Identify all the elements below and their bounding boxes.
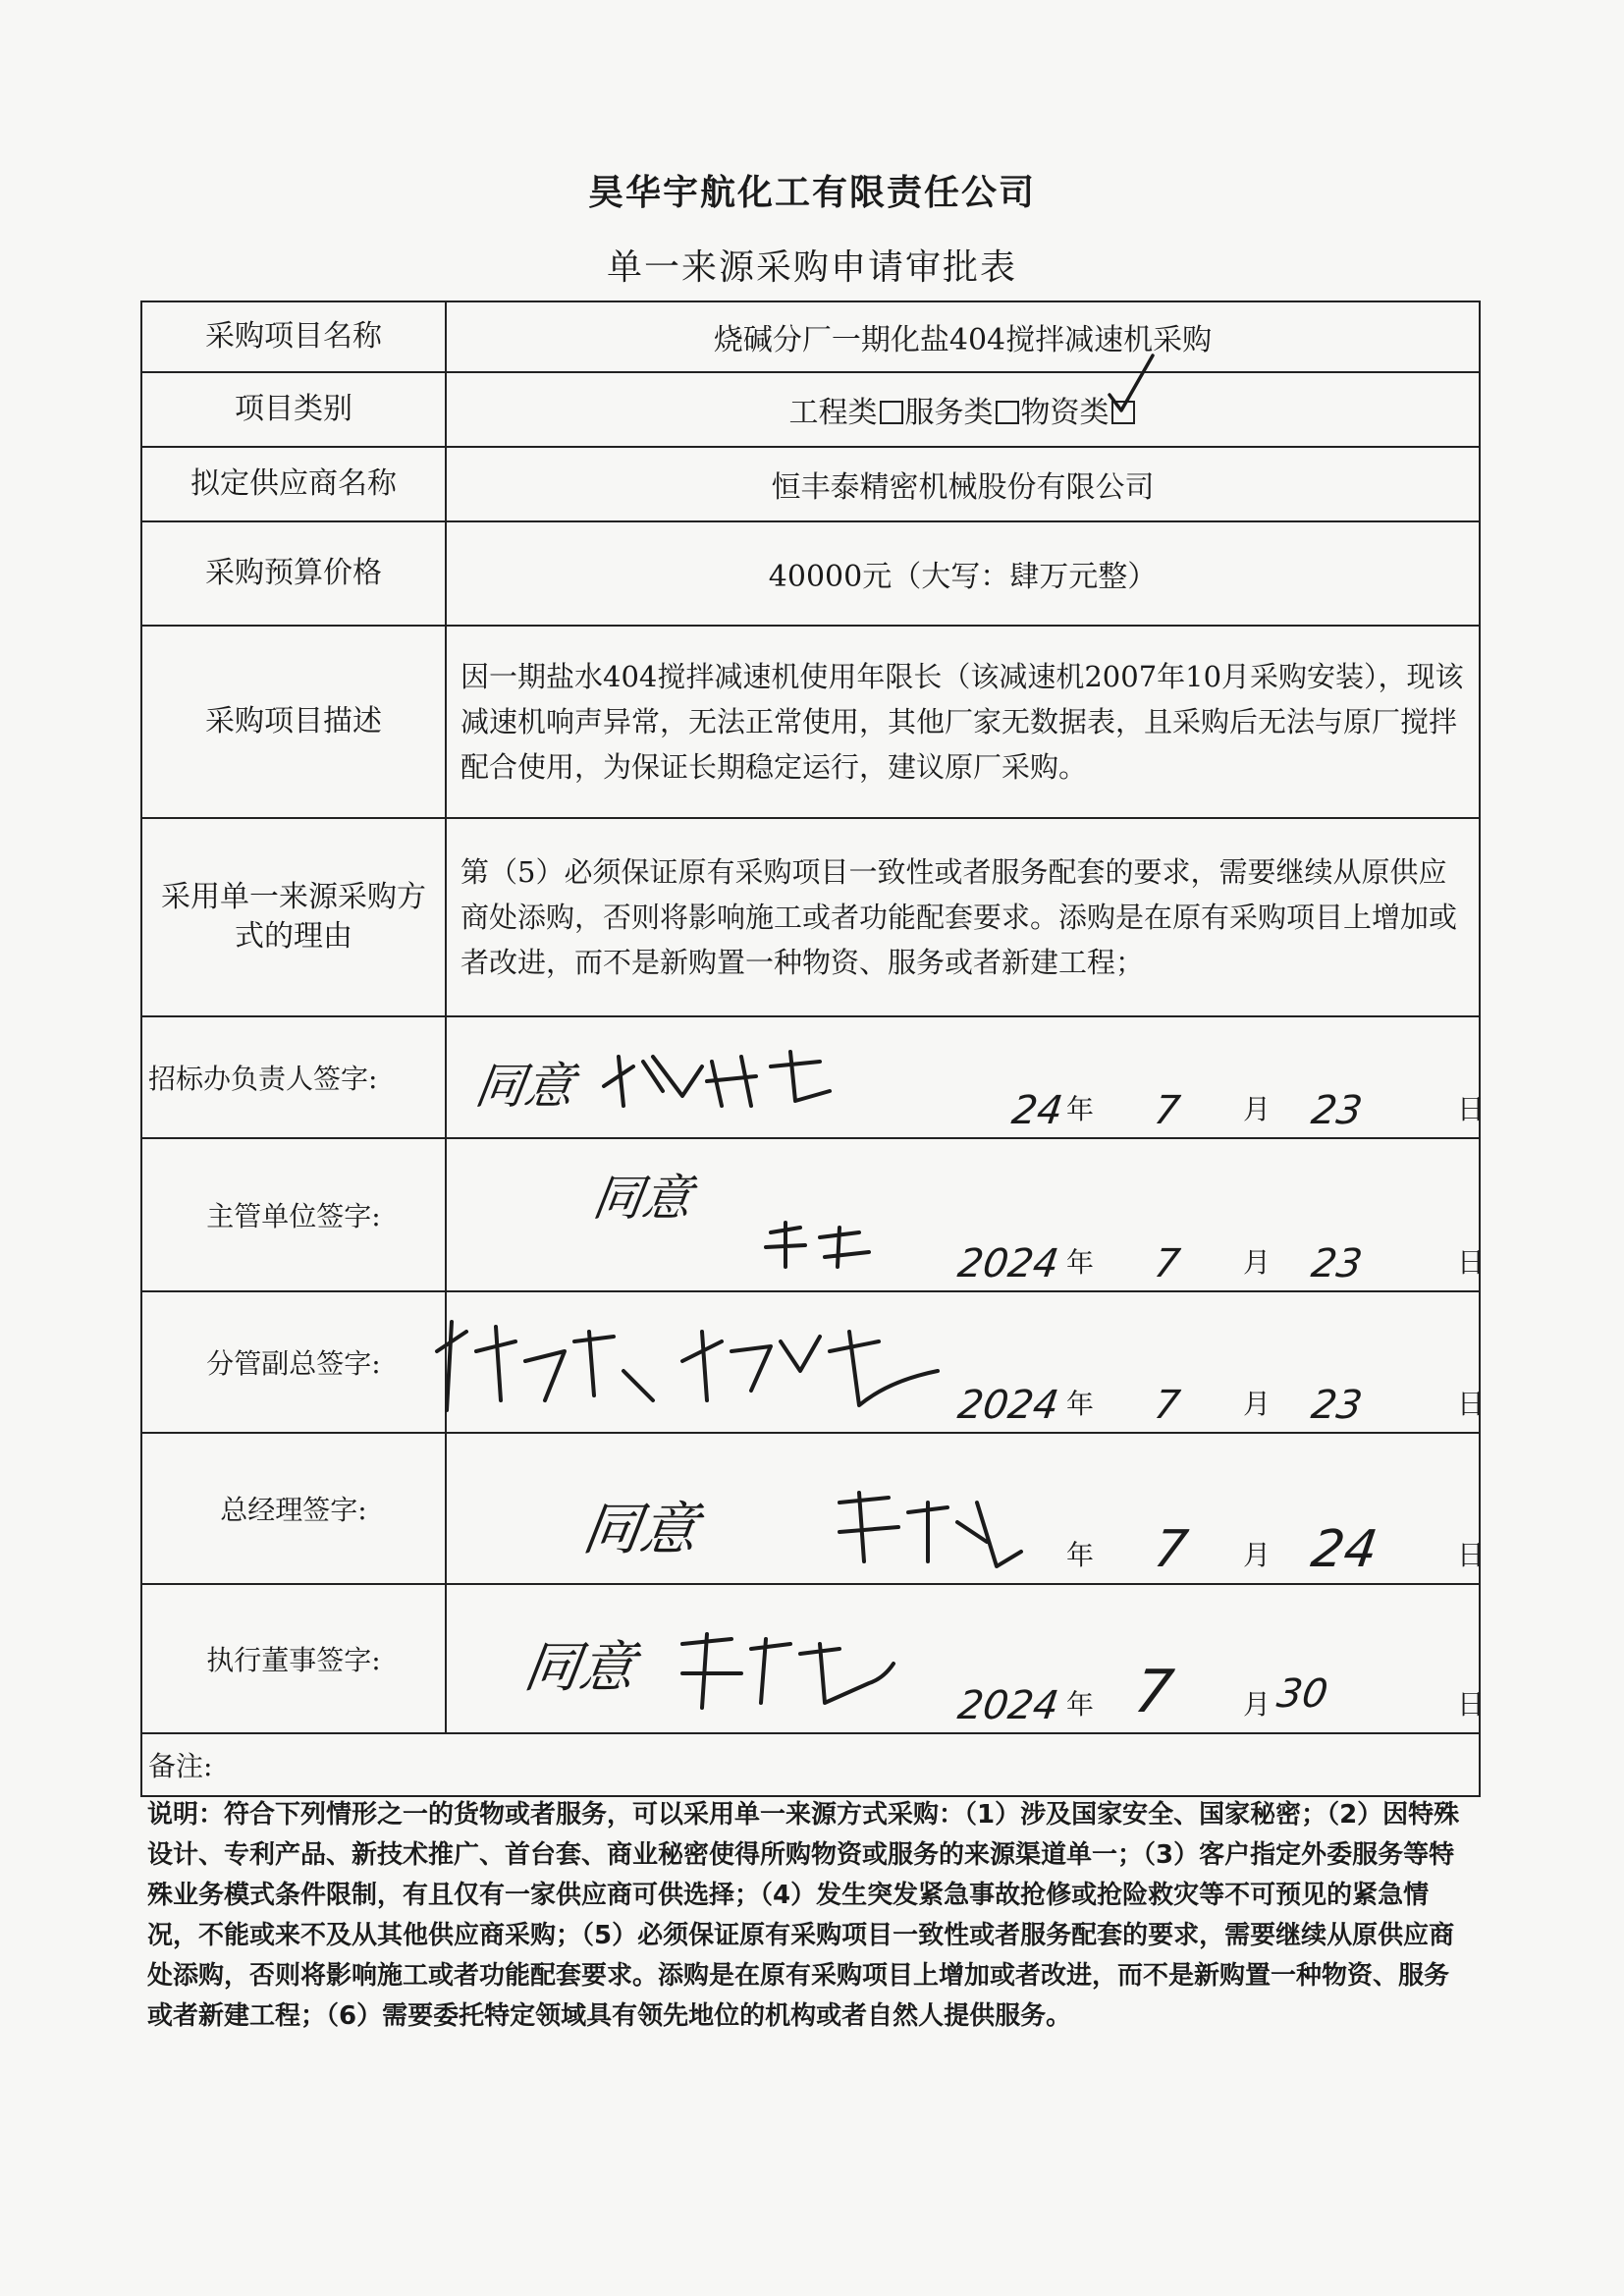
deputy-gm-signature xyxy=(427,1312,977,1420)
budget-value[interactable]: 40000元（大写：肆万元整） xyxy=(446,521,1480,626)
executive-director-date xyxy=(954,1658,1486,1728)
supervising-unit-month: 7 xyxy=(1151,1241,1183,1286)
row-sign-executive-director xyxy=(141,1584,1480,1733)
row-supplier xyxy=(141,447,1480,521)
row-category xyxy=(141,372,1480,447)
supervising-unit-day: 23 xyxy=(1308,1241,1366,1286)
form-title: 单一来源采购申请审批表 xyxy=(606,247,1017,288)
bidding-office-sign-label: 招标办负责人签字: xyxy=(141,1016,446,1138)
month-label: 月 xyxy=(1243,1539,1272,1571)
service-checkbox[interactable] xyxy=(996,401,1019,424)
row-sign-supervising-unit xyxy=(141,1138,1480,1291)
row-description xyxy=(141,626,1480,818)
instructions-note: 说明：符合下列情形之一的货物或者服务，可以采用单一来源方式采购：（1）涉及国家安全、国家秘密；（2）因特殊设计、专利产品、新技术推广、首台套、商业秘密使得所购物资或服务的来源渠道单一；（3）客户指定外委服务等特殊业务模式条件限制，有且仅有一家供应商可供选择；（4）发生突发紧急事故抢修或抢险救灾等不可预见的紧急情况，不能或来不及从其他供应商采购；（5）必须保证原有采购项目一致性或者服务配套的要求，需要继续从原供应商处添购，否则将影响施工或者功能配套要求。添购是在原有采购项目上增加或者改进，而不是新购置一种物资、服务或者新建工程；（6）需要委托特定领域具有领先地位的机构或者自然人提供服务。 xyxy=(147,1800,1460,2031)
deputy-gm-date xyxy=(954,1383,1486,1428)
supervising-unit-comment: 同意 xyxy=(589,1170,696,1227)
year-label: 年 xyxy=(1066,1246,1095,1279)
row-project-name xyxy=(141,301,1480,372)
executive-director-signature xyxy=(673,1624,898,1713)
supervising-unit-sign-label: 主管单位签字: xyxy=(141,1138,446,1291)
year-label: 年 xyxy=(1066,1539,1095,1571)
year-label: 年 xyxy=(1066,1688,1095,1721)
general-manager-signature xyxy=(830,1483,1026,1571)
description-value[interactable]: 因一期盐水404搅拌减速机使用年限长（该减速机2007年10月采购安装），现该减速机响声异常，无法正常使用，其他厂家无数据表，且采购后无法与原厂搅拌配合使用，为保证长期稳定运行，建议原厂采购。 xyxy=(446,626,1480,818)
executive-director-sign-area[interactable] xyxy=(446,1584,1486,1733)
category-option-materials: 物资类 xyxy=(1020,396,1110,430)
executive-director-year: 2024 xyxy=(954,1683,1062,1728)
row-reason xyxy=(141,818,1480,1016)
supervising-unit-signature xyxy=(761,1218,879,1277)
deputy-gm-day: 23 xyxy=(1308,1383,1366,1428)
category-label: 项目类别 xyxy=(141,372,446,447)
year-label: 年 xyxy=(1066,1388,1095,1420)
supplier-label: 拟定供应商名称 xyxy=(141,447,446,521)
checkmark-icon xyxy=(1104,352,1159,420)
executive-director-sign-label: 执行董事签字: xyxy=(141,1584,446,1733)
day-label: 日 xyxy=(1457,1093,1486,1125)
reason-label: 采用单一来源采购方式的理由 xyxy=(141,818,446,1016)
approval-form-table xyxy=(140,301,1486,1797)
remarks-field[interactable] xyxy=(141,1733,1480,1796)
bidding-office-date xyxy=(1008,1088,1486,1133)
bidding-office-signature xyxy=(594,1037,849,1116)
day-label: 日 xyxy=(1457,1246,1486,1279)
executive-director-day: 30 xyxy=(1273,1671,1331,1717)
day-label: 日 xyxy=(1457,1388,1486,1420)
general-manager-sign-area[interactable] xyxy=(446,1433,1486,1584)
deputy-gm-sign-area[interactable] xyxy=(446,1291,1486,1433)
day-label: 日 xyxy=(1457,1688,1486,1721)
project-name-value[interactable]: 烧碱分厂一期化盐404搅拌减速机采购 xyxy=(446,301,1480,372)
month-label: 月 xyxy=(1243,1246,1272,1279)
remarks-label: 备注: xyxy=(148,1750,213,1782)
bidding-office-month: 7 xyxy=(1151,1088,1183,1133)
bidding-office-day: 23 xyxy=(1308,1088,1366,1133)
deputy-gm-sign-label: 分管副总签字: xyxy=(141,1291,446,1433)
month-label: 月 xyxy=(1243,1388,1272,1420)
supervising-unit-date xyxy=(954,1241,1486,1286)
deputy-gm-year: 2024 xyxy=(954,1383,1062,1428)
row-sign-bidding-office xyxy=(141,1016,1480,1138)
supervising-unit-year: 2024 xyxy=(954,1241,1062,1286)
category-option-service: 服务类 xyxy=(904,396,994,430)
month-label: 月 xyxy=(1243,1093,1272,1125)
description-label: 采购项目描述 xyxy=(141,626,446,818)
supplier-value[interactable]: 恒丰泰精密机械股份有限公司 xyxy=(446,447,1480,521)
bidding-office-comment: 同意 xyxy=(471,1058,578,1115)
executive-director-month: 7 xyxy=(1130,1658,1178,1726)
category-options xyxy=(446,372,1480,447)
supervising-unit-sign-area[interactable] xyxy=(446,1138,1486,1291)
row-remarks xyxy=(141,1733,1480,1796)
general-manager-date xyxy=(1066,1520,1486,1579)
category-option-engineering: 工程类 xyxy=(788,396,878,430)
general-manager-sign-label: 总经理签字: xyxy=(141,1433,446,1584)
general-manager-comment: 同意 xyxy=(578,1496,703,1562)
day-label: 日 xyxy=(1457,1539,1486,1571)
reason-value[interactable]: 第（5）必须保证原有采购项目一致性或者服务配套的要求，需要继续从原供应商处添购，否则将影响施工或者功能配套要求。添购是在原有采购项目上增加或者改进，而不是新购置一种物资、服务或者新建工程； xyxy=(446,818,1480,1016)
month-label: 月 xyxy=(1243,1688,1272,1721)
general-manager-month: 7 xyxy=(1150,1520,1192,1579)
materials-checkbox[interactable] xyxy=(1111,401,1135,424)
budget-label: 采购预算价格 xyxy=(141,521,446,626)
year-label: 年 xyxy=(1066,1093,1095,1125)
company-title: 昊华宇航化工有限责任公司 xyxy=(587,172,1036,213)
row-sign-general-manager xyxy=(141,1433,1480,1584)
bidding-office-sign-area[interactable] xyxy=(446,1016,1486,1138)
row-sign-deputy-gm xyxy=(141,1291,1480,1433)
bidding-office-year: 24 xyxy=(1008,1088,1066,1133)
row-budget xyxy=(141,521,1480,626)
executive-director-comment: 同意 xyxy=(519,1636,639,1700)
deputy-gm-month: 7 xyxy=(1151,1383,1183,1428)
general-manager-day: 24 xyxy=(1307,1520,1381,1579)
engineering-checkbox[interactable] xyxy=(880,401,903,424)
project-name-label: 采购项目名称 xyxy=(141,301,446,372)
